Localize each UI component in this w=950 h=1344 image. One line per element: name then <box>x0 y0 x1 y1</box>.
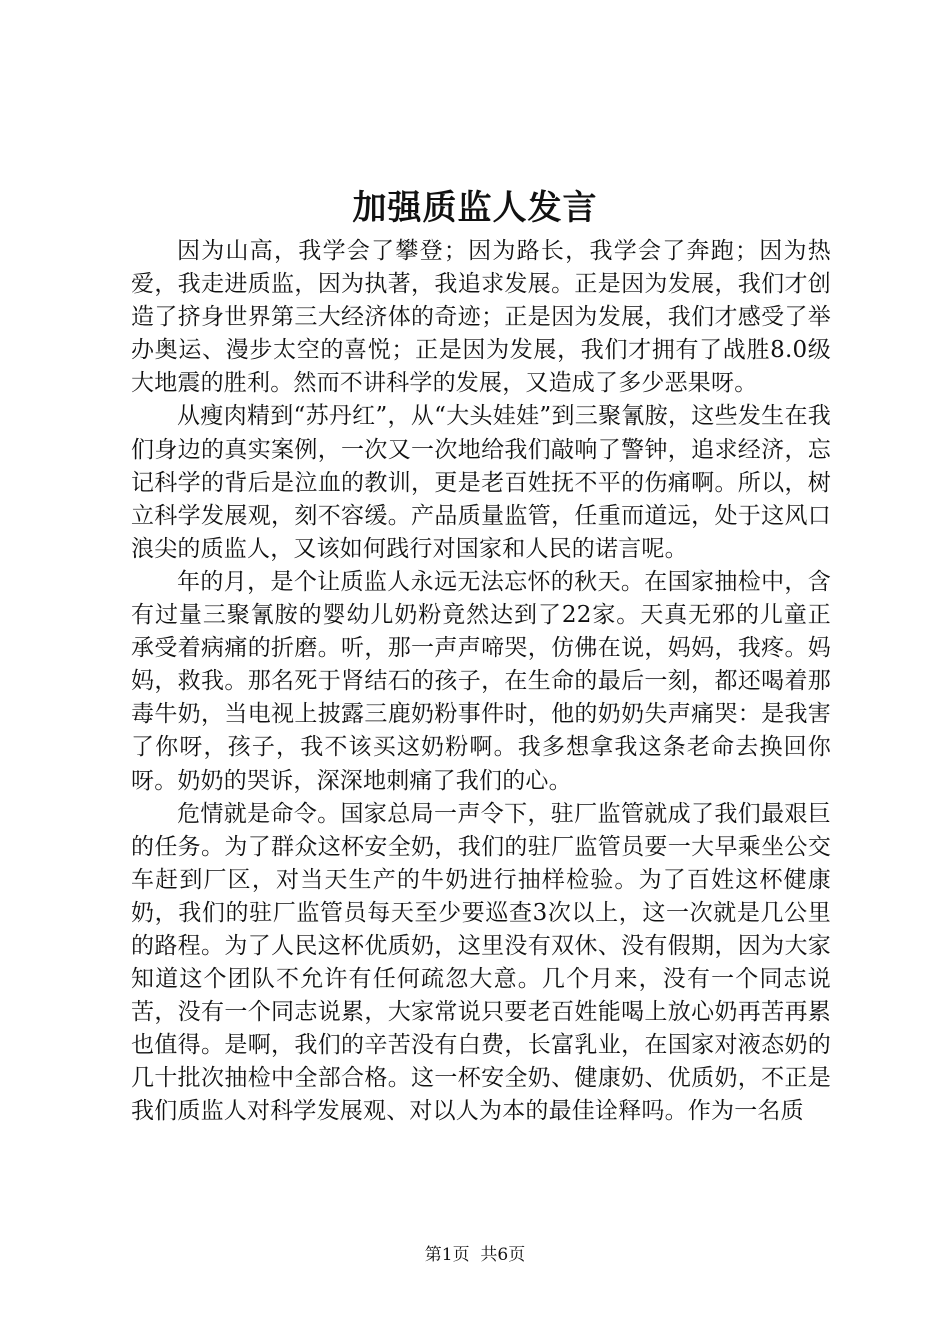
page-footer <box>0 1243 950 1267</box>
page-total: 共6页 <box>480 1245 526 1265</box>
document-body <box>131 235 831 1129</box>
document-title: 加强质监人发言 <box>352 188 598 228</box>
paragraph-4: 危情就是命令。国家总局一声令下，驻厂监管就成了我们最艰巨的任务。为了群众这杯安全奶，我们的驻厂监管员要一大早乘坐公交车赶到厂区，对当天生产的牛奶进行抽样检验。为了百姓这杯健康奶，我们的驻厂监管员每天至少要巡查3次以上，这一次就是几公里的路程。为了人民这杯优质奶，这里没有双休、没有假期，因为大家知道这个团队不允许有任何疏忽大意。几个月来，没有一个同志说苦，没有一个同志说累，大家常说只要老百姓能喝上放心奶再苦再累也值得。是啊，我们的辛苦没有白费，长富乳业，在国家对液态奶的几十批次抽检中全部合格。这一杯安全奶、健康奶、优质奶，不正是我们质监人对科学发展观、对以人为本的最佳诠释吗。作为一名质 <box>131 800 831 1125</box>
paragraph-1: 因为山高，我学会了攀登；因为路长，我学会了奔跑；因为热爱，我走进质监，因为执著，我追求发展。正是因为发展，我们才创造了挤身世界第三大经济体的奇迹；正是因为发展，我们才感受了举办奥运、漫步太空的喜悦；正是因为发展，我们才拥有了战胜8.0级大地震的胜利。然而不讲科学的发展，又造成了多少恶果呀。 <box>131 238 831 397</box>
paragraph-3: 年的月，是个让质监人永远无法忘怀的秋天。在国家抽检中，含有过量三聚氰胺的婴幼儿奶粉竟然达到了22家。天真无邪的儿童正承受着病痛的折磨。听，那一声声啼哭，仿佛在说，妈妈，我疼。妈妈，救我。那名死于肾结石的孩子，在生命的最后一刻，都还喝着那毒牛奶，当电视上披露三鹿奶粉事件时，他的奶奶失声痛哭：是我害了你呀，孩子，我不该买这奶粉啊。我多想拿我这条老命去换回你呀。奶奶的哭诉，深深地刺痛了我们的心。 <box>131 568 831 794</box>
page-number: 第1页 <box>424 1245 470 1265</box>
paragraph-2: 从瘦肉精到“苏丹红”，从“大头娃娃”到三聚氰胺，这些发生在我们身边的真实案例，一次又一次地给我们敲响了警钟，追求经济，忘记科学的背后是泣血的教训，更是老百姓抚不平的伤痛啊。所以，树立科学发展观，刻不容缓。产品质量监管，任重而道远，处于这风口浪尖的质监人，又该如何践行对国家和人民的诺言呢。 <box>131 403 831 562</box>
